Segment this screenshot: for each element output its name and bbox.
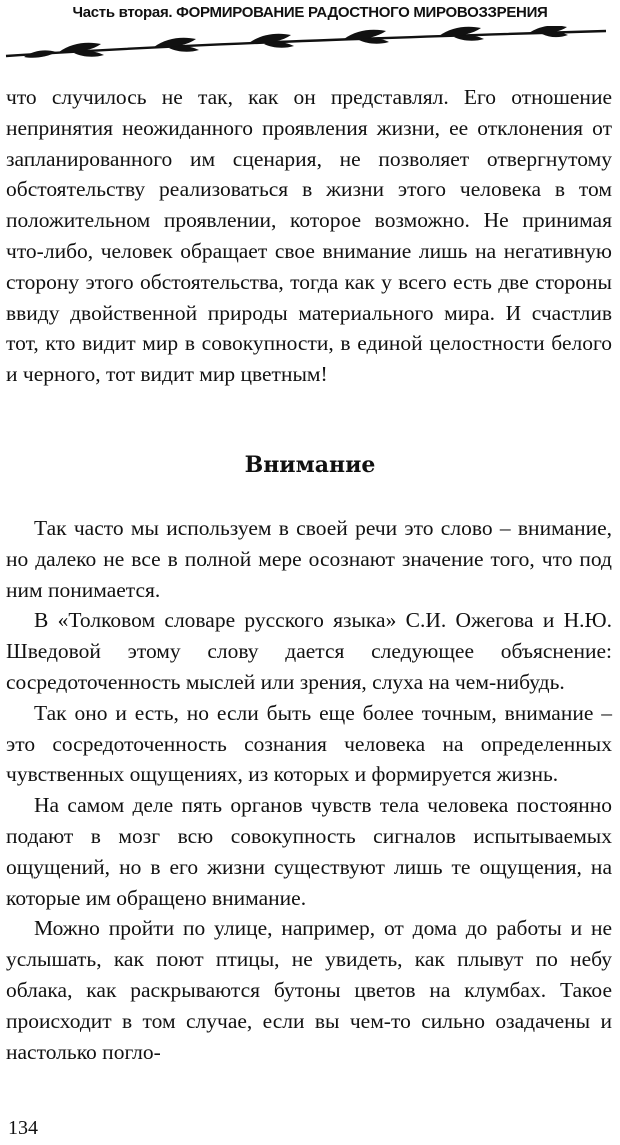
paragraph: Можно пройти по улице, например, от дома до работы и не услышать, как поют птицы, не увидеть, как плывут по небу облака, как раскрываются бутоны цветов на клумбах. Такое происходит в том случае, если вы чем-то сильно озадачены и настолько погло-: [6, 916, 612, 1064]
continued-text: [6, 82, 612, 390]
page-number: 134: [8, 1117, 38, 1139]
paragraph: В «Толковом словаре русского языка» С.И. Ожегова и Н.Ю. Шведовой этому слову дается следующее объяснение: сосредоточенность мыслей или зрения, слуха на чем-нибудь.: [6, 608, 612, 694]
section-body: [6, 513, 612, 1067]
paragraph: Так часто мы используем в своей речи это слово – внимание, но далеко не все в полной мере осознают значение того, что под ним понимается.: [6, 516, 612, 602]
running-head: Часть вторая. ФОРМИРОВАНИЕ РАДОСТНОГО МИРОВОЗЗРЕНИЯ: [72, 4, 548, 21]
continued-paragraph: что случилось не так, как он представлял. Его отношение непринятия неожиданного проявления жизни, ее отклонения от запланированного им сценария, не позволяет отвергнутому обстоятельству реализоваться в жизни этого человека в том положительном проявлении, которое возможно. Не принимая что-либо, человек обращает свое внимание лишь на негативную сторону этого обстоятельства, тогда как у всего есть две стороны ввиду двойственной природы материального мира. И счастлив тот, кто видит мир в совокупности, в единой целостности белого и черного, тот видит мир цветным!: [6, 85, 612, 387]
section-heading: Внимание: [244, 452, 376, 478]
paragraph: На самом деле пять органов чувств тела человека постоянно подают в мозг всю совокупность сигналов испытываемых ощущений, но в его жизни существуют лишь те ощущения, на которые им обращено внимание.: [6, 793, 612, 910]
vine-ornament-icon: [4, 26, 614, 62]
paragraph: Так оно и есть, но если быть еще более точным, внимание – это сосредоточенность сознания человека на определенных чувственных ощущениях, из которых и формируется жизнь.: [6, 700, 612, 787]
